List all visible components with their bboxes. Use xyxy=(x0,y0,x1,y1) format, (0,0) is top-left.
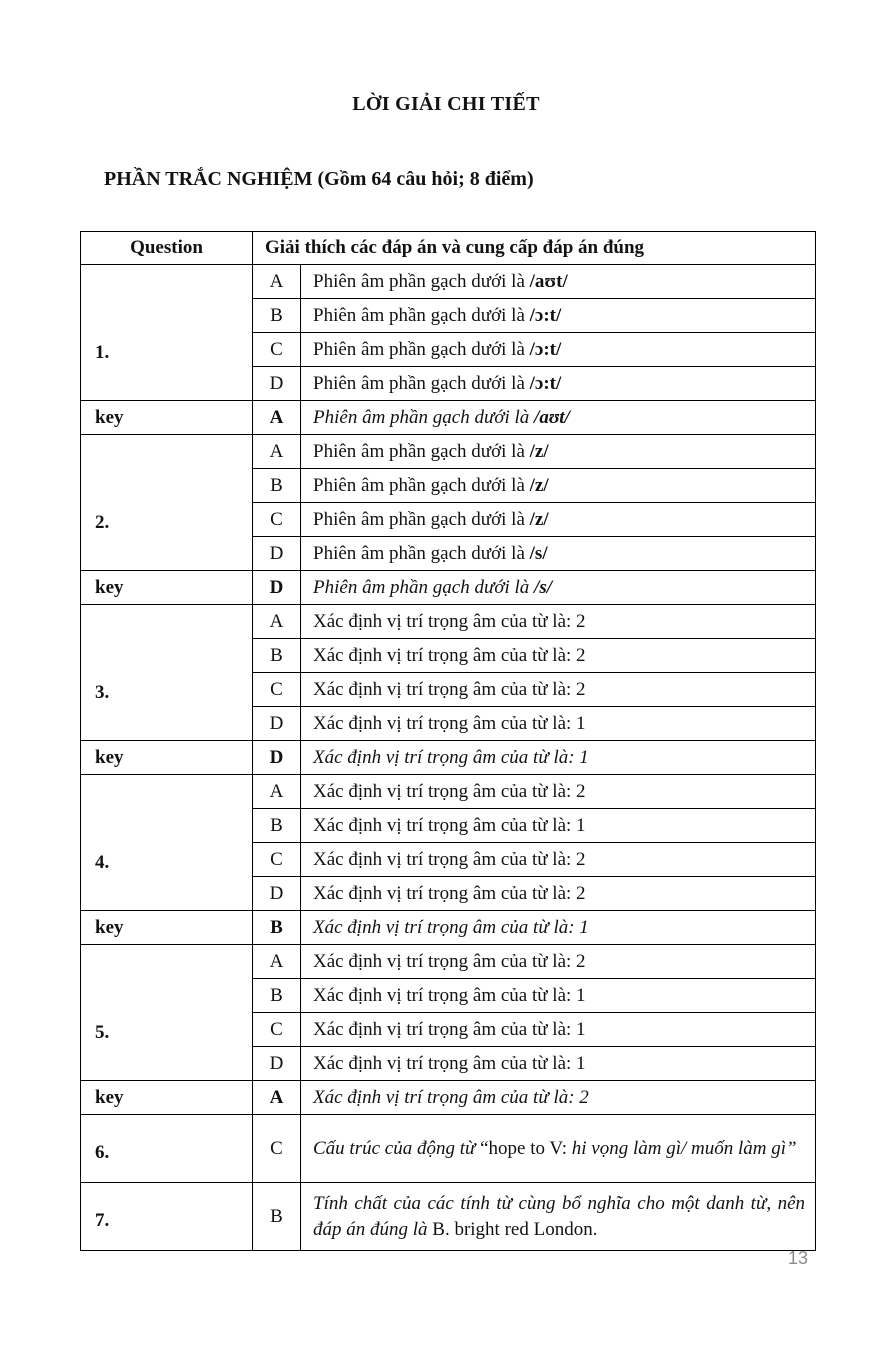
single-answer-row xyxy=(81,1115,816,1183)
header-explanation: Giải thích các đáp án và cung cấp đáp án đúng xyxy=(253,232,816,265)
text-segment: Xác định vị trí trọng âm của từ là: 2 xyxy=(313,644,586,666)
option-explanation xyxy=(301,945,816,979)
text-segment: /ɔ:t/ xyxy=(529,372,562,394)
option-letter: B xyxy=(253,639,301,673)
key-label: key xyxy=(81,401,253,435)
question-number: 5. xyxy=(81,945,253,1081)
key-letter: A xyxy=(253,401,301,435)
option-letter: D xyxy=(253,877,301,911)
option-explanation xyxy=(301,639,816,673)
option-row xyxy=(81,775,816,809)
key-row xyxy=(81,401,816,435)
key-letter: A xyxy=(253,1081,301,1115)
text-segment: Xác định vị trí trọng âm của từ là: 1 xyxy=(313,746,589,768)
option-letter: C xyxy=(253,843,301,877)
page-title: LỜI GIẢI CHI TIẾT xyxy=(352,93,540,115)
key-letter: D xyxy=(253,571,301,605)
key-row xyxy=(81,1081,816,1115)
text-segment: Phiên âm phần gạch dưới là xyxy=(313,304,530,326)
option-letter: B xyxy=(253,469,301,503)
option-letter: A xyxy=(253,775,301,809)
text-segment: /z/ xyxy=(529,508,549,530)
text-segment: Phiên âm phần gạch dưới là xyxy=(313,338,530,360)
question-number: 1. xyxy=(81,265,253,401)
option-row xyxy=(81,605,816,639)
text-segment: hi vọng làm gì/ muốn làm gì” xyxy=(571,1137,797,1159)
option-explanation xyxy=(301,435,816,469)
option-row xyxy=(81,265,816,299)
page-number: 13 xyxy=(787,1248,808,1268)
text-segment: Phiên âm phần gạch dưới là xyxy=(313,474,530,496)
text-segment: B. bright red London. xyxy=(432,1218,598,1240)
text-segment: “hope to V: xyxy=(480,1137,572,1159)
text-segment: /s/ xyxy=(529,542,548,564)
table-header-row xyxy=(81,232,816,265)
text-segment: Xác định vị trí trọng âm của từ là: 1 xyxy=(313,984,586,1006)
option-explanation xyxy=(301,333,816,367)
text-segment: Phiên âm phần gạch dưới là xyxy=(313,406,535,428)
option-letter: D xyxy=(253,367,301,401)
text-segment: Xác định vị trí trọng âm của từ là: 2 xyxy=(313,610,586,632)
key-explanation xyxy=(301,1081,816,1115)
option-row xyxy=(81,945,816,979)
text-segment: /s/ xyxy=(534,576,552,598)
key-label: key xyxy=(81,571,253,605)
text-segment: Phiên âm phần gạch dưới là xyxy=(313,542,530,564)
text-segment: Xác định vị trí trọng âm của từ là: 1 xyxy=(313,712,586,734)
key-letter: D xyxy=(253,741,301,775)
question-number: 3. xyxy=(81,605,253,741)
question-number: 2. xyxy=(81,435,253,571)
option-explanation xyxy=(301,1013,816,1047)
option-letter: B xyxy=(253,809,301,843)
text-segment: Xác định vị trí trọng âm của từ là: 1 xyxy=(313,916,589,938)
option-explanation xyxy=(301,537,816,571)
key-label: key xyxy=(81,741,253,775)
option-letter: A xyxy=(253,945,301,979)
option-explanation xyxy=(301,299,816,333)
text-segment: Xác định vị trí trọng âm của từ là: 2 xyxy=(313,848,586,870)
option-letter: C xyxy=(253,333,301,367)
key-explanation xyxy=(301,401,816,435)
option-letter: D xyxy=(253,707,301,741)
key-label: key xyxy=(81,911,253,945)
text-segment: Phiên âm phần gạch dưới là xyxy=(313,508,530,530)
option-explanation xyxy=(301,469,816,503)
question-number: 6. xyxy=(81,1115,253,1183)
option-letter: B xyxy=(253,979,301,1013)
option-letter: D xyxy=(253,537,301,571)
option-explanation xyxy=(301,605,816,639)
key-explanation xyxy=(301,911,816,945)
question-number: 7. xyxy=(81,1183,253,1251)
answer-table xyxy=(80,231,816,1251)
text-segment: Phiên âm phần gạch dưới là xyxy=(313,372,530,394)
answer-table-body xyxy=(81,265,816,1251)
text-segment: Cấu trúc của động từ xyxy=(313,1137,481,1159)
option-explanation xyxy=(301,1047,816,1081)
option-explanation xyxy=(301,503,816,537)
key-row xyxy=(81,911,816,945)
key-explanation xyxy=(301,571,816,605)
text-segment: Xác định vị trí trọng âm của từ là: 2 xyxy=(313,950,586,972)
text-segment: /aʊt/ xyxy=(529,270,568,292)
header-question: Question xyxy=(81,232,253,265)
question-number: 4. xyxy=(81,775,253,911)
option-letter: C xyxy=(253,503,301,537)
option-explanation xyxy=(301,1115,816,1183)
option-letter: B xyxy=(253,1183,301,1251)
option-explanation xyxy=(301,775,816,809)
text-segment: Xác định vị trí trọng âm của từ là: 2 xyxy=(313,780,586,802)
single-answer-row xyxy=(81,1183,816,1251)
key-explanation xyxy=(301,741,816,775)
option-letter: A xyxy=(253,605,301,639)
section-heading: PHẦN TRẮC NGHIỆM (Gồm 64 câu hỏi; 8 điểm) xyxy=(104,168,534,190)
key-label: key xyxy=(81,1081,253,1115)
option-letter: C xyxy=(253,1013,301,1047)
text-segment: Xác định vị trí trọng âm của từ là: 1 xyxy=(313,814,586,836)
option-letter: D xyxy=(253,1047,301,1081)
text-segment: Xác định vị trí trọng âm của từ là: 1 xyxy=(313,1052,586,1074)
text-segment: /ɔ:t/ xyxy=(529,338,562,360)
option-row xyxy=(81,435,816,469)
text-segment: Phiên âm phần gạch dưới là xyxy=(313,440,530,462)
option-explanation xyxy=(301,843,816,877)
option-explanation xyxy=(301,1183,816,1251)
text-segment: Xác định vị trí trọng âm của từ là: 2 xyxy=(313,1086,589,1108)
text-segment: Phiên âm phần gạch dưới là xyxy=(313,270,530,292)
option-explanation xyxy=(301,367,816,401)
option-explanation xyxy=(301,673,816,707)
option-letter: B xyxy=(253,299,301,333)
option-letter: C xyxy=(253,1115,301,1183)
text-segment: Phiên âm phần gạch dưới là xyxy=(313,576,535,598)
option-letter: C xyxy=(253,673,301,707)
key-row xyxy=(81,741,816,775)
option-explanation xyxy=(301,979,816,1013)
text-segment: /aʊt/ xyxy=(534,406,570,428)
option-explanation xyxy=(301,877,816,911)
text-segment: /z/ xyxy=(529,440,549,462)
option-explanation xyxy=(301,265,816,299)
text-segment: /ɔ:t/ xyxy=(529,304,562,326)
option-explanation xyxy=(301,809,816,843)
text-segment: Xác định vị trí trọng âm của từ là: 1 xyxy=(313,1018,586,1040)
text-segment: /z/ xyxy=(529,474,549,496)
option-letter: A xyxy=(253,265,301,299)
option-letter: A xyxy=(253,435,301,469)
text-segment: Xác định vị trí trọng âm của từ là: 2 xyxy=(313,678,586,700)
text-segment: Xác định vị trí trọng âm của từ là: 2 xyxy=(313,882,586,904)
key-letter: B xyxy=(253,911,301,945)
option-explanation xyxy=(301,707,816,741)
text-segment: Tính chất của các tính từ cùng bổ nghĩa cho một danh từ, nên đáp án đúng là xyxy=(313,1192,806,1240)
key-row xyxy=(81,571,816,605)
